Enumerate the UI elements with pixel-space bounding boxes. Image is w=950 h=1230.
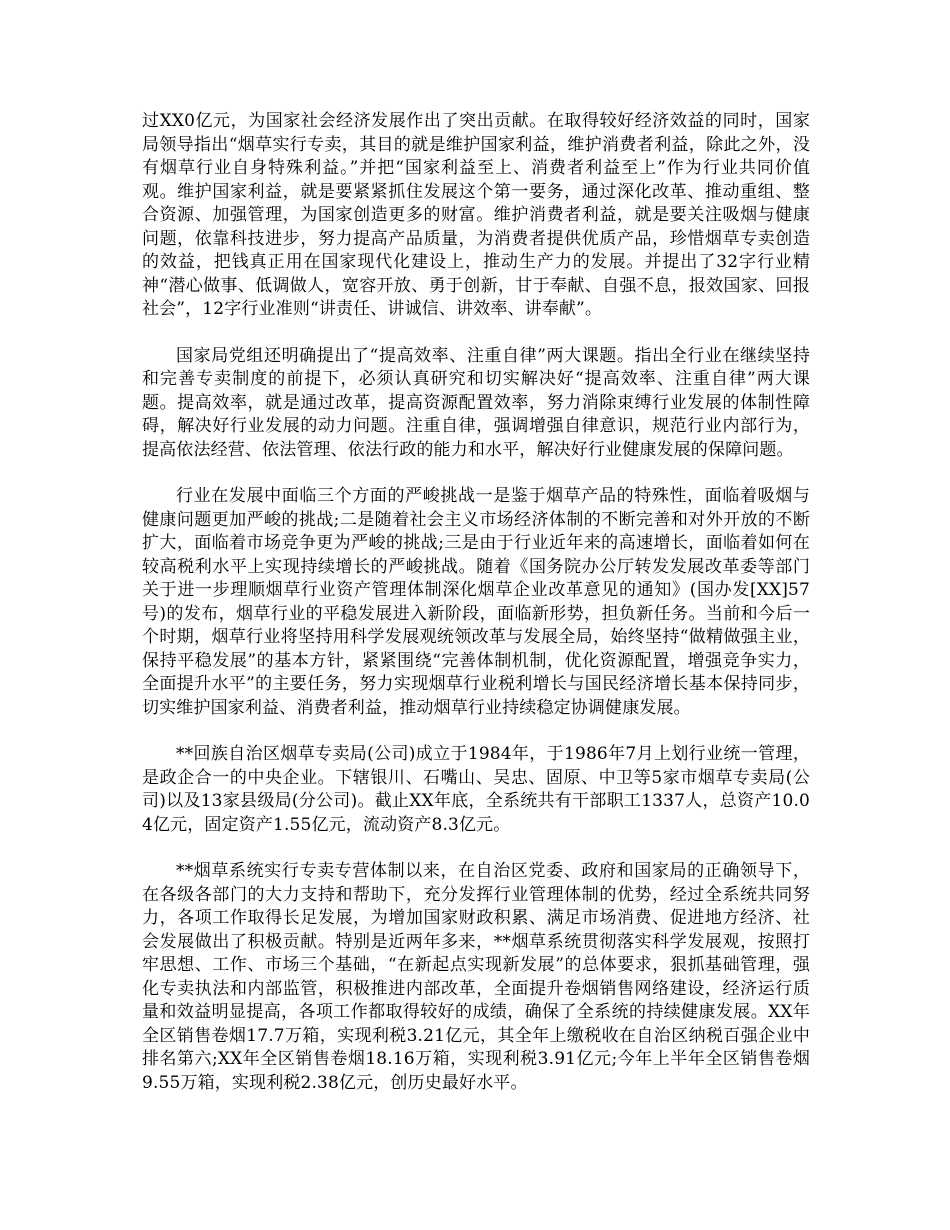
paragraph-4: **回族自治区烟草专卖局(公司)成立于1984年，于1986年7月上划行业统一管理，是政企合一的中央企业。下辖银川、石嘴山、吴忠、固原、中卫等5家市烟草专卖局(公司)以及13家县级局(分公司)。截止XX年底，全系统共有干部职工1337人，总资产10.04亿元，固定资产1.55亿元，流动资产8.3亿元。 <box>142 744 810 835</box>
paragraph-1: 过XX0亿元，为国家社会经济发展作出了突出贡献。在取得较好经济效益的同时，国家局领导指出“烟草实行专卖，其目的就是维护国家利益，维护消费者利益，除此之外，没有烟草行业自身特殊利益。”并把“国家利益至上、消费者利益至上”作为行业共同价值观。维护国家利益，就是要紧紧抓住发展这个第一要务，通过深化改革、推动重组、整合资源、加强管理，为国家创造更多的财富。维护消费者利益，就是要关注吸烟与健康问题，依靠科技进步，努力提高产品质量，为消费者提供优质产品，珍惜烟草专卖创造的效益，把钱真正用在国家现代化建设上，推动生产力的发展。并提出了32字行业精神“潜心做事、低调做人，宽容开放、勇于创新，甘于奉献、自强不息，报效国家、回报社会”，12字行业准则“讲责任、讲诚信、讲效率、讲奉献”。 <box>142 111 810 319</box>
document-page <box>142 110 810 1118</box>
paragraph-2: 国家局党组还明确提出了“提高效率、注重自律”两大课题。指出全行业在继续坚持和完善专卖制度的前提下，必须认真研究和切实解决好“提高效率、注重自律”两大课题。提高效率，就是通过改革，提高资源配置效率，努力消除束缚行业发展的体制性障碍，解决好行业发展的动力问题。注重自律，强调增强自律意识，规范行业内部行为，提高依法经营、依法管理、依法行政的能力和水平，解决好行业健康发展的保障问题。 <box>142 345 810 460</box>
paragraph-3: 行业在发展中面临三个方面的严峻挑战一是鉴于烟草产品的特殊性，面临着吸烟与健康问题更加严峻的挑战;二是随着社会主义市场经济体制的不断完善和对外开放的不断扩大，面临着市场竞争更为严峻的挑战;三是由于行业近年来的高速增长，面临着如何在较高税利水平上实现持续增长的严峻挑战。随着《国务院办公厅转发发展改革委等部门关于进一步理顺烟草行业资产管理体制深化烟草企业改革意见的通知》(国办发[XX]57号)的发布，烟草行业的平稳发展进入新阶段，面临新形势，担负新任务。当前和今后一个时期，烟草行业将坚持用科学发展观统领改革与发展全局，始终坚持“做精做强主业，保持平稳发展”的基本方针，紧紧围绕“完善体制机制，优化资源配置，增强竞争实力，全面提升水平”的主要任务，努力实现烟草行业税利增长与国民经济增长基本保持同步，切实维护国家利益、消费者利益，推动烟草行业持续稳定协调健康发展。 <box>142 486 810 718</box>
paragraph-5: **烟草系统实行专卖专营体制以来，在自治区党委、政府和国家局的正确领导下，在各级各部门的大力支持和帮助下，充分发挥行业管理体制的优势，经过全系统共同努力，各项工作取得长足发展，为增加国家财政积累、满足市场消费、促进地方经济、社会发展做出了积极贡献。特别是近两年多来，**烟草系统贯彻落实科学发展观，按照打牢思想、工作、市场三个基础，“在新起点实现新发展”的总体要求，狠抓基础管理，强化专卖执法和内部监管，积极推进内部改革，全面提升卷烟销售网络建设，经济运行质量和效益明显提高，各项工作都取得较好的成绩，确保了全系统的持续健康发展。XX年全区销售卷烟17.7万箱，实现利税3.21亿元，其全年上缴税收在自治区纳税百强企业中排名第六;XX年全区销售卷烟18.16万箱，实现利税3.91亿元;今年上半年全区销售卷烟9.55万箱，实现利税2.38亿元，创历史最好水平。 <box>142 861 810 1093</box>
